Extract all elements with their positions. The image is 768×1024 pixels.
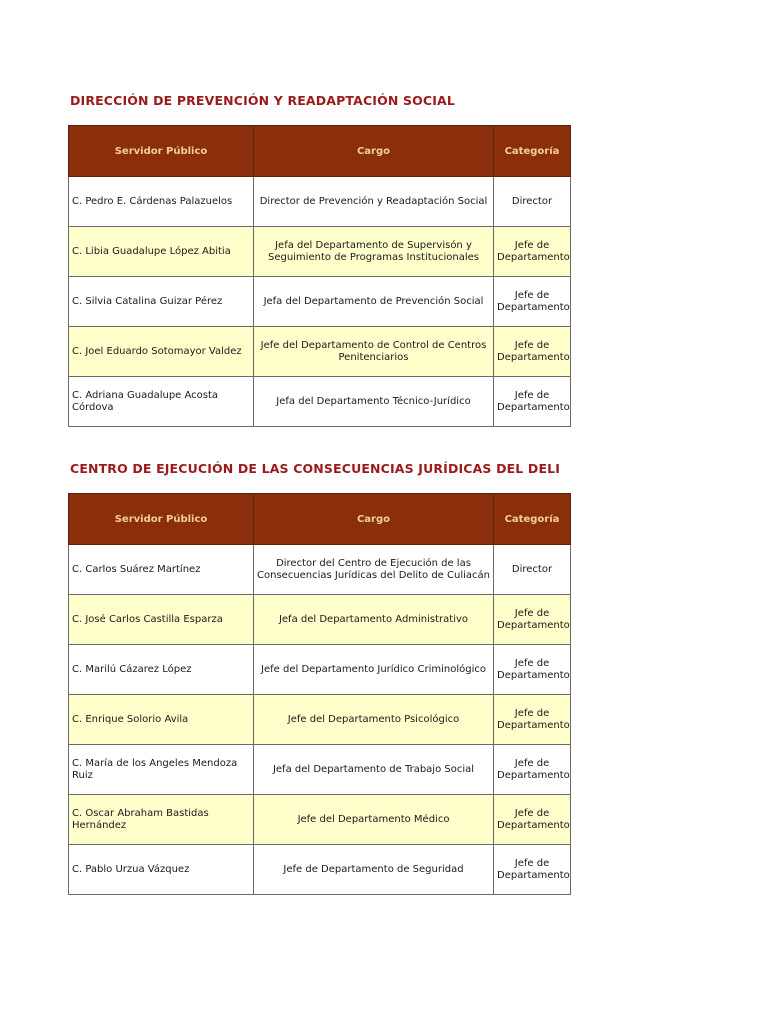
cell-cargo: Jefa del Departamento de Prevención Social [254, 277, 494, 327]
cell-servidor-publico: C. Enrique Solorio Avila [69, 695, 254, 745]
table-row [69, 695, 571, 745]
table-row [69, 327, 571, 377]
cell-categoria: Jefe de Departamento [494, 745, 571, 795]
cell-cargo: Jefe de Departamento de Seguridad [254, 845, 494, 895]
cell-servidor-publico: C. Libia Guadalupe López Abitia [69, 227, 254, 277]
cell-categoria: Jefe de Departamento [494, 277, 571, 327]
header-servidor-publico: Servidor Público [69, 126, 254, 177]
cell-categoria: Jefe de Departamento [494, 327, 571, 377]
cell-cargo: Jefe del Departamento Jurídico Criminológico [254, 645, 494, 695]
table-row [69, 177, 571, 227]
cell-categoria: Jefe de Departamento [494, 645, 571, 695]
table-row [69, 845, 571, 895]
table-header-row [69, 494, 571, 545]
cell-servidor-publico: C. Pablo Urzua Vázquez [69, 845, 254, 895]
header-servidor-publico: Servidor Público [69, 494, 254, 545]
cell-categoria: Director [494, 177, 571, 227]
cell-servidor-publico: C. Silvia Catalina Guizar Pérez [69, 277, 254, 327]
header-categoria: Categoría [494, 126, 571, 177]
cell-servidor-publico: C. María de los Angeles Mendoza Ruiz [69, 745, 254, 795]
cell-cargo: Jefa del Departamento Técnico-Jurídico [254, 377, 494, 427]
cell-servidor-publico: C. Oscar Abraham Bastidas Hernández [69, 795, 254, 845]
cell-cargo: Jefe del Departamento de Control de Centros Penitenciarios [254, 327, 494, 377]
table-row [69, 545, 571, 595]
cell-servidor-publico: C. Carlos Suárez Martínez [69, 545, 254, 595]
header-cargo: Cargo [254, 494, 494, 545]
table-row [69, 277, 571, 327]
cell-cargo: Director del Centro de Ejecución de las Consecuencias Jurídicas del Delito de Culiacán [254, 545, 494, 595]
cell-cargo: Jefa del Departamento de Supervisón y Seguimiento de Programas Institucionales [254, 227, 494, 277]
table-row [69, 377, 571, 427]
table-row [69, 795, 571, 845]
section-title-centro-ejecucion: CENTRO DE EJECUCIÓN DE LAS CONSECUENCIAS JURÍDICAS DEL DELI [70, 461, 561, 476]
header-categoria: Categoría [494, 494, 571, 545]
cell-categoria: Jefe de Departamento [494, 845, 571, 895]
cell-cargo: Jefe del Departamento Psicológico [254, 695, 494, 745]
header-cargo: Cargo [254, 126, 494, 177]
staff-table-prevencion [68, 125, 571, 427]
cell-servidor-publico: C. José Carlos Castilla Esparza [69, 595, 254, 645]
table-row [69, 227, 571, 277]
cell-categoria: Jefe de Departamento [494, 377, 571, 427]
cell-cargo: Jefa del Departamento de Trabajo Social [254, 745, 494, 795]
cell-servidor-publico: C. Adriana Guadalupe Acosta Córdova [69, 377, 254, 427]
table-row [69, 645, 571, 695]
cell-servidor-publico: C. Marilú Cázarez López [69, 645, 254, 695]
table-row [69, 595, 571, 645]
cell-categoria: Jefe de Departamento [494, 227, 571, 277]
cell-categoria: Director [494, 545, 571, 595]
cell-servidor-publico: C. Pedro E. Cárdenas Palazuelos [69, 177, 254, 227]
cell-cargo: Jefa del Departamento Administrativo [254, 595, 494, 645]
table-header-row [69, 126, 571, 177]
cell-categoria: Jefe de Departamento [494, 595, 571, 645]
cell-cargo: Jefe del Departamento Médico [254, 795, 494, 845]
cell-servidor-publico: C. Joel Eduardo Sotomayor Valdez [69, 327, 254, 377]
cell-cargo: Director de Prevención y Readaptación Social [254, 177, 494, 227]
section-title-prevencion: DIRECCIÓN DE PREVENCIÓN Y READAPTACIÓN SOCIAL [70, 93, 455, 108]
cell-categoria: Jefe de Departamento [494, 695, 571, 745]
staff-table-centro-ejecucion [68, 493, 571, 895]
cell-categoria: Jefe de Departamento [494, 795, 571, 845]
table-row [69, 745, 571, 795]
